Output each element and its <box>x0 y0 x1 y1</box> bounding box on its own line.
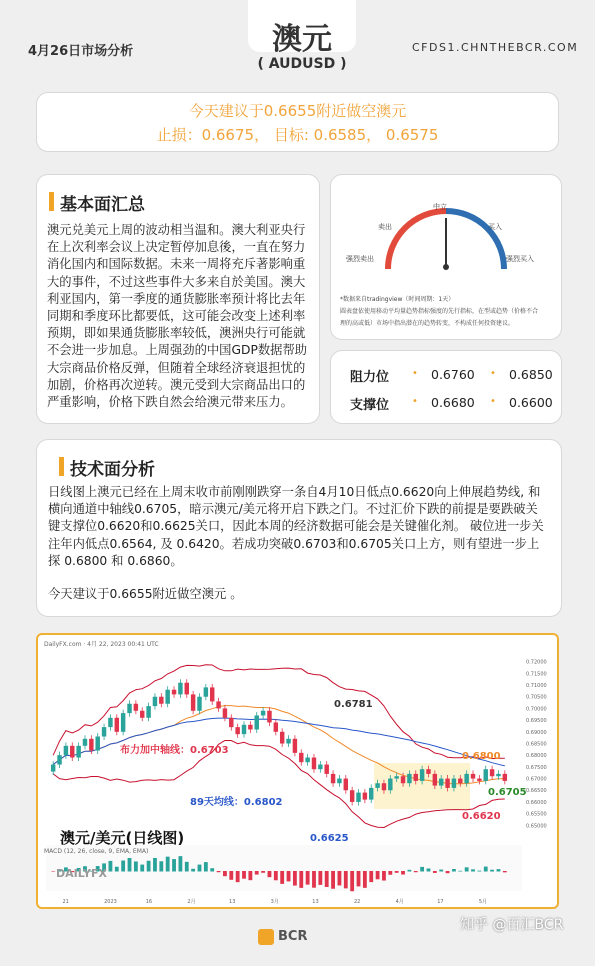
candle-body <box>503 774 507 781</box>
candle-body <box>134 704 138 711</box>
macd-bar <box>153 858 157 872</box>
candle-body <box>344 779 348 791</box>
macd-bar <box>318 871 322 885</box>
macd-bar <box>51 871 55 872</box>
macd-bar <box>198 865 202 872</box>
support-2: 0.6600 <box>509 395 553 410</box>
candle-body <box>165 690 169 704</box>
candle-body <box>464 774 468 783</box>
y-tick-label: 0.68500 <box>526 741 547 748</box>
macd-bar <box>274 871 278 880</box>
y-tick-label: 0.65000 <box>526 823 547 830</box>
macd-bar <box>166 857 170 872</box>
candle-body <box>172 690 176 695</box>
candle-body <box>299 753 303 762</box>
candle-body <box>363 793 367 800</box>
candle-body <box>318 765 322 770</box>
y-tick-label: 0.72000 <box>526 659 547 666</box>
y-tick-label: 0.66000 <box>526 799 547 806</box>
candle-body <box>229 718 233 727</box>
y-tick-label: 0.68000 <box>526 753 547 760</box>
x-tick-label: 5月 <box>478 899 488 905</box>
bcr-logo-icon <box>258 929 274 945</box>
macd-bar <box>401 871 405 875</box>
x-tick-label: 3月 <box>270 899 279 905</box>
macd-bar <box>382 871 386 881</box>
page-title: 澳元 <box>272 22 332 57</box>
y-tick-label: 0.65500 <box>526 811 547 818</box>
macd-bar <box>484 867 488 872</box>
macd-bar <box>497 869 501 871</box>
watermark: 知乎 @百汇BCR <box>460 917 564 933</box>
macd-bar <box>427 868 431 871</box>
candle-body <box>401 776 405 783</box>
gauge-label-buy: 买入 <box>488 223 502 231</box>
macd-bar <box>490 870 494 872</box>
macd-bar <box>446 871 450 873</box>
footer-brand: BCR <box>278 929 308 944</box>
macd-bar <box>458 871 462 872</box>
candle-body <box>312 758 316 770</box>
candle-body <box>375 783 379 788</box>
macd-bar <box>363 871 367 888</box>
candle-body <box>267 711 271 723</box>
y-tick-label: 0.67000 <box>526 776 547 783</box>
resistance-annotation: 0.6800 <box>462 751 501 762</box>
support-annotation: 0.6620 <box>462 811 501 822</box>
candle-body <box>394 776 398 778</box>
macd-bar <box>261 871 265 873</box>
x-tick-label: 17 <box>437 899 444 905</box>
macd-bar <box>388 871 392 875</box>
recommendation-text: 今天建议于0.6655附近做空澳元 <box>188 102 407 120</box>
y-tick-label: 0.71500 <box>526 671 547 678</box>
bullet-dot: • <box>412 396 418 407</box>
macd-bar <box>191 869 195 872</box>
candle-body <box>197 697 201 711</box>
candle-body <box>95 736 99 750</box>
candle-body <box>102 727 106 736</box>
gauge-buy-arc <box>446 211 504 269</box>
price-chart-svg <box>38 635 557 907</box>
candle-body <box>420 769 424 781</box>
macd-bar <box>109 861 113 872</box>
candle-body <box>293 739 297 753</box>
y-tick-label: 0.69500 <box>526 718 547 725</box>
macd-bar <box>465 867 469 871</box>
section-accent-bar <box>49 192 54 211</box>
macd-bar <box>140 865 144 872</box>
macd-bar <box>223 871 227 876</box>
macd-bar <box>242 871 246 879</box>
x-tick-label: 21 <box>62 899 69 905</box>
candle-body <box>127 704 131 713</box>
y-tick-label: 0.71000 <box>526 683 547 690</box>
macd-bar <box>134 861 138 871</box>
candle-body <box>108 718 112 727</box>
x-tick-label: 16 <box>145 899 153 905</box>
candle-body <box>286 739 290 744</box>
dailyfx-logo: DAILYFX <box>56 867 107 880</box>
macd-bar <box>128 858 132 872</box>
candle-body <box>274 722 278 731</box>
technical-body: 日线图上澳元已经在上周末收市前刚刚跌穿一条自4月10日低点0.6620向上伸展趋势线, 和横向通道中轴线0.6705，暗示澳元/美元将开启下跌之门。不过汇价下跌的前提是要跌破关键支撑位0.6620和0.6625关口，因此本周的经济数据可能会是关键催化剂。 破位进一步关注年内低点0.6564, 及 0.6420。若成功突破0.6703和0.6705关口上方，则有望进一步上探 0.6800 和 0.6860。 <box>48 485 544 568</box>
gauge-label-strong-buy: 强烈买入 <box>506 255 534 263</box>
macd-bar <box>229 871 233 880</box>
gauge-disclaimer-2: 理的高或低）市场中指出潜在的趋势转变，不构成任何投资建议。 <box>340 320 515 327</box>
resistance-label: 阻力位 <box>350 370 390 385</box>
x-tick-label: 22 <box>353 899 361 905</box>
macd-bar <box>287 871 291 881</box>
candle-body <box>153 697 157 706</box>
candle-body <box>369 788 373 800</box>
macd-bar <box>210 868 214 871</box>
macd-bar <box>420 867 424 872</box>
gauge-label-neutral: 中立 <box>433 203 447 211</box>
candle-body <box>350 790 354 802</box>
candle-body <box>159 697 163 704</box>
candle-body <box>146 706 150 718</box>
macd-bar <box>121 861 125 872</box>
candle-body <box>471 774 475 779</box>
macd-bar <box>433 871 437 873</box>
macd-bar <box>331 871 335 889</box>
candle-body <box>185 683 189 695</box>
macd-bar <box>255 871 259 875</box>
x-tick-label: 2023 <box>104 899 117 905</box>
candle-body <box>382 783 386 790</box>
sentiment-gauge <box>330 174 562 284</box>
macd-bar <box>477 871 481 872</box>
macd-bar <box>204 862 208 871</box>
section-accent-bar <box>59 457 64 476</box>
fundamentals-title: 基本面汇总 <box>60 195 145 215</box>
macd-bar <box>452 869 456 871</box>
candle-body <box>496 774 500 776</box>
candle-body <box>235 727 239 734</box>
macd-bar <box>471 869 475 871</box>
candle-body <box>484 769 488 781</box>
candle-body <box>477 779 481 781</box>
y-tick-label: 0.70000 <box>526 706 547 713</box>
candle-body <box>388 779 392 791</box>
resistance-1: 0.6760 <box>431 367 475 382</box>
bullet-dot: • <box>490 368 496 379</box>
x-tick-label: 13 <box>312 899 319 905</box>
candle-body <box>356 793 360 802</box>
candle-body <box>255 715 259 729</box>
candle-body <box>242 725 246 734</box>
low-annotation: 0.6625 <box>310 833 349 844</box>
candle-body <box>140 711 144 718</box>
macd-bar <box>159 861 163 871</box>
macd-bar <box>147 861 151 872</box>
candle-body <box>426 769 430 774</box>
candle-body <box>331 774 335 783</box>
gauge-label-sell: 卖出 <box>378 223 392 231</box>
candle-body <box>70 746 74 758</box>
mid-annotation: 0.6705 <box>488 787 527 798</box>
candle-body <box>204 687 208 696</box>
mid-band-annotation: 布力加中轴线：0.6703 <box>120 745 229 756</box>
candle-body <box>115 718 119 732</box>
candle-body <box>305 758 309 763</box>
candle-body <box>121 713 125 732</box>
gauge-disclaimer-1: 圆表盘依使用移动平均量趋势指标强度的先行指标，在型或趋势（价格不合 <box>340 308 539 315</box>
page-subtitle: ( AUDUSD ) <box>257 56 347 72</box>
candle-body <box>261 711 265 716</box>
gauge-needle-base <box>443 264 449 270</box>
candle-body <box>178 683 182 695</box>
macd-bar <box>185 862 189 872</box>
y-tick-label: 0.67500 <box>526 764 547 771</box>
candle-body <box>414 774 418 781</box>
x-tick-label: 13 <box>229 899 236 905</box>
macd-bar <box>503 871 507 872</box>
candle-body <box>433 774 437 786</box>
candle-body <box>89 739 93 751</box>
candle-body <box>407 774 411 783</box>
gauge-source-note: *数据来自tradingview（时间周期：1天） <box>340 296 455 303</box>
stop-target-text: 止损：0.6675， 目标: 0.6585， 0.6575 <box>156 126 439 144</box>
y-tick-label: 0.66500 <box>526 788 547 795</box>
macd-bar <box>115 867 119 872</box>
candle-body <box>223 708 227 717</box>
chart-header: DailyFX.com · 4月 22, 2023 00:41 UTC <box>44 641 159 648</box>
macd-bar <box>376 871 380 879</box>
macd-bar <box>369 871 373 882</box>
x-tick-label: 4月 <box>395 899 404 905</box>
candle-body <box>210 687 214 701</box>
support-1: 0.6680 <box>431 395 475 410</box>
macd-bar <box>414 871 418 872</box>
candle-body <box>458 779 462 784</box>
macd-bar <box>306 871 310 885</box>
macd-bar <box>344 871 348 888</box>
candle-body <box>445 779 449 788</box>
candle-body <box>280 732 284 744</box>
technical-title: 技术面分析 <box>70 460 155 480</box>
candle-body <box>76 746 80 758</box>
candle-body <box>490 769 494 776</box>
ma89-annotation: 89天均线：0.6802 <box>190 797 283 808</box>
macd-bar <box>338 871 342 885</box>
macd-bar <box>217 871 221 872</box>
macd-bar <box>325 871 329 887</box>
candle-body <box>83 739 87 746</box>
candle-body <box>216 701 220 708</box>
macd-bar <box>350 871 354 891</box>
audusd-daily-chart <box>36 633 559 909</box>
macd-bar <box>178 856 182 871</box>
candle-body <box>64 746 68 755</box>
candle-body <box>324 765 328 774</box>
site-url[interactable]: CFDS1.CHNTHEBCR.COM <box>412 41 579 54</box>
macd-bar <box>395 871 399 873</box>
candle-body <box>51 765 55 772</box>
macd-legend: MACD (12, 26, close, 9, EMA, EMA) <box>44 848 149 855</box>
macd-bar <box>407 870 411 872</box>
technical-closing: 今天建议于0.6655附近做空澳元 。 <box>48 587 243 601</box>
macd-bar <box>312 871 316 888</box>
y-tick-label: 0.70500 <box>526 694 547 701</box>
candle-body <box>452 779 456 788</box>
macd-bar <box>293 871 297 886</box>
bullet-dot: • <box>490 396 496 407</box>
support-label: 支撑位 <box>350 398 390 413</box>
upper-band-annotation: 0.6781 <box>334 699 373 710</box>
macd-bar <box>248 871 252 880</box>
macd-bar <box>236 871 240 882</box>
y-tick-label: 0.69000 <box>526 729 547 736</box>
candle-body <box>439 779 443 786</box>
report-date: 4月26日市场分析 <box>28 44 134 59</box>
macd-bar <box>280 871 284 884</box>
macd-bar <box>439 870 443 872</box>
gauge-sell-arc <box>388 211 446 269</box>
gauge-label-strong-sell: 强烈卖出 <box>346 255 374 263</box>
chart-title: 澳元/美元(日线图) <box>60 829 185 847</box>
candle-body <box>337 779 341 784</box>
macd-bar <box>299 871 303 888</box>
fundamentals-body: 澳元兑美元上周的波动相当温和。澳大利亚央行在上次利率会议上决定暂停加息後，一直在努力消化国内和国际数据。未来一周将充斥著影响重大的事件，不过这些事件大多来自於美国。澳大利亚国内，第一季度的通货膨胀率预计将比去年同期和季度环比都要低，这可能会改变上述利率预期，即如果通货膨胀率较低，澳洲央行可能就不会进一步加息。上周强劲的中国GDP数据帮助大宗商品价格反弹，但随着全球经济衰退担忧的加剧，价格再次逆转。澳元受到大宗商品出口的严重影响，价格下跌自然会给澳元带来压力。 <box>47 223 308 410</box>
candle-body <box>57 755 61 764</box>
macd-bar <box>268 871 272 877</box>
resistance-2: 0.6850 <box>509 367 553 382</box>
plot-area <box>46 653 522 841</box>
candle-body <box>248 725 252 730</box>
macd-bar <box>357 871 361 886</box>
macd-bar <box>172 859 176 871</box>
bullet-dot: • <box>412 368 418 379</box>
candle-body <box>191 694 195 710</box>
x-tick-label: 2月 <box>187 899 196 905</box>
